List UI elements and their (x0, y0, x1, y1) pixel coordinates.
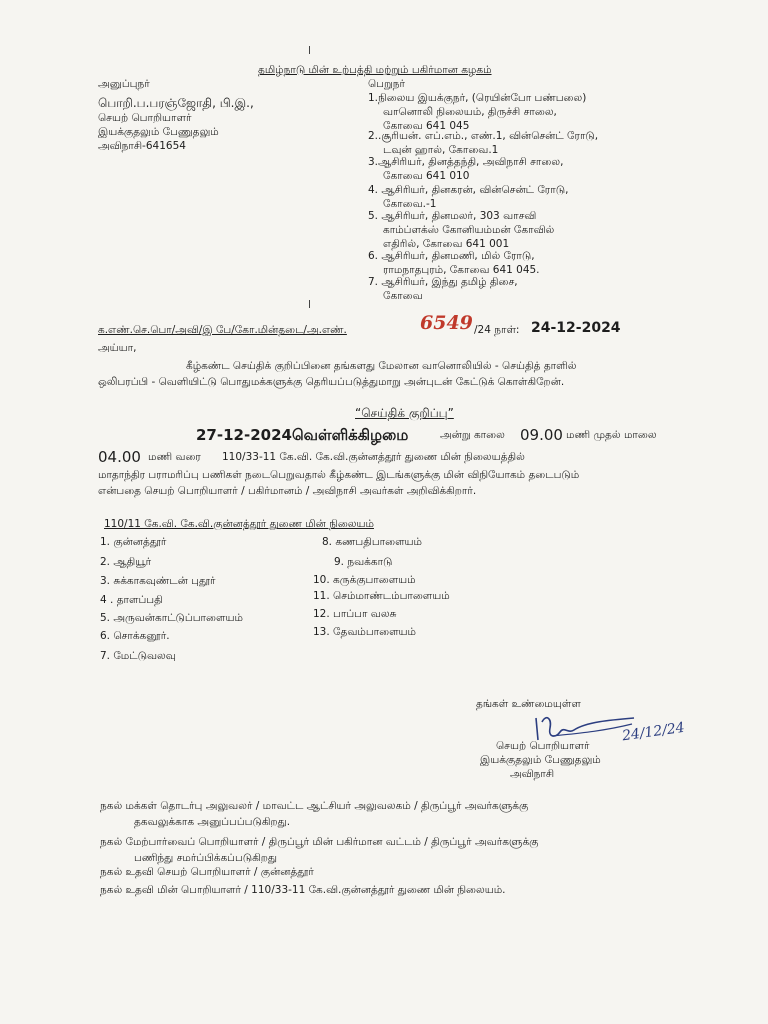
copy-line: நகல் மேற்பார்வைப் பொறியாளர் / திருப்பூர் மின் பகிர்மான வட்டம் / திருப்பூர் அவர்களுக்கு (100, 836, 539, 848)
recipient-line: ராமநாதபுரம், கோவை 641 045. (383, 264, 540, 276)
recipient-line: வானொலி நிலையம், திருச்சி சாலை, (383, 106, 557, 118)
sender-heading: அனுப்புநர் (98, 78, 150, 90)
news-text: என்பதை செயற் பொறியாளர் / பகிர்மானம் / அவிநாசி அவர்கள் அறிவிக்கிறார். (98, 485, 477, 497)
area-item: 9. நவக்காடு (334, 556, 393, 568)
recipient-line: டவுன் ஹால், கோவை.1 (383, 144, 499, 156)
signature-date: 24/12/24 (621, 719, 686, 745)
sender-designation: செயற் பொறியாளர் (98, 112, 192, 124)
recipient-line: 3.ஆசிரியர், தினத்தந்தி, அவிநாசி சாலை, (368, 156, 564, 168)
signature-title: செயற் பொறியாளர் (496, 740, 590, 752)
recipient-line: கோவை 641 010 (383, 170, 470, 182)
news-text: மணி வரை (148, 451, 201, 463)
recipient-line: கோவை.-1 (383, 198, 437, 210)
area-item: 7. மேட்டுவலவு (100, 650, 176, 662)
copy-line: தகவலுக்காக அனுப்பப்படுகிறது. (134, 816, 291, 828)
copy-line: பணிந்து சமர்ப்பிக்கப்படுகிறது (134, 852, 278, 864)
signature-place: அவிநாசி (510, 768, 555, 780)
area-item: 11. செம்மாண்டம்பாளையம் (313, 590, 450, 602)
handwritten-ref-number: 6549 (420, 312, 473, 334)
body-paragraph-line: கீழ்கண்ட செய்திக் குறிப்பினை தங்களது மேலான வானொலியில் - செய்தித் தாளில் (186, 360, 577, 372)
copy-line: நகல் உதவி செயற் பொறியாளர் / குன்னத்தூர் (100, 866, 314, 878)
sender-dept: இயக்குதலும் பேணுதலும் (98, 126, 219, 138)
recipient-heading: பெறுநர் (368, 78, 405, 90)
recipient-line: 2..சூரியன். எப்.எம்., எண்.1, வின்சென்ட் ரோடு, (368, 130, 599, 142)
area-item: 12. பாப்பா வலசு (313, 608, 397, 620)
news-title: “செய்திக் குறிப்பு” (355, 406, 454, 420)
area-item: 4 . தாளப்பதி (100, 594, 163, 606)
recipient-line: கோவை 641 045 (383, 120, 470, 132)
copy-line: நகல் உதவி மின் பொறியாளர் / 110/33-11 கே.வி.குன்னத்தூர் துணை மின் நிலையம். (100, 884, 506, 896)
recipient-line: 4. ஆசிரியர், தினகரன், வின்சென்ட் ரோடு, (368, 184, 569, 196)
body-paragraph-line: ஒலிபரப்பி - வெளியிட்டு பொதுமக்களுக்கு தெரியப்படுத்துமாறு அன்புடன் கேட்டுக் கொள்கிறேன். (98, 376, 565, 388)
area-item: 2. ஆதியூர் (100, 556, 152, 568)
recipient-line: கோவை (383, 290, 423, 302)
copy-line: நகல் மக்கள் தொடர்பு அலுவலர் / மாவட்ட ஆட்சியர் அலுவலகம் / திருப்பூர் அவர்களுக்கு (100, 800, 529, 812)
news-time-end: 04.00 (98, 448, 141, 466)
sender-name: பொறி.ப.பரஞ்ஜோதி, பி.இ., (98, 96, 254, 110)
substation-heading: 110/11 கே.வி. கே.வி.குன்னத்தூர் துணை மின் நிலையம் (104, 518, 374, 530)
area-item: 1. குன்னத்தூர் (100, 536, 167, 548)
news-text: 110/33-11 கே.வி. கே.வி.குன்னத்தூர் துணை மின் நிலையத்தில் (222, 451, 525, 463)
reference-prefix: க.எண்.செ.பொ/அவி/இ பே/கோ.மின்தடை/அ.எண். (98, 324, 347, 336)
news-date: 27-12-2024 (196, 426, 292, 444)
area-item: 5. அருவன்காட்டுப்பாளையம் (100, 612, 243, 624)
recipient-line: எதிரில், கோவை 641 001 (383, 238, 510, 250)
news-text: மணி முதல் மாலை (566, 429, 657, 441)
scan-mark (309, 46, 310, 54)
recipient-line: 7. ஆசிரியர், இந்து தமிழ் திசை, (368, 276, 518, 288)
closing: தங்கள் உண்மையுள்ள (476, 698, 581, 710)
signature-dept: இயக்குதலும் பேணுதலும் (480, 754, 601, 766)
news-time-start: 09.00 (520, 426, 563, 444)
recipient-line: 6. ஆசிரியர், தினமணி, மில் ரோடு, (368, 250, 535, 262)
area-item: 6. சொக்கனூர். (100, 630, 170, 642)
reference-date: 24-12-2024 (531, 320, 621, 336)
sender-place: அவிநாசி-641654 (98, 140, 186, 152)
news-text: மாதாந்திர பராமரிப்பு பணிகள் நடைபெறுவதால் கீழ்கண்ட இடங்களுக்கு மின் விநியோகம் தடைபடும் (98, 469, 580, 481)
area-item: 3. சுக்காகவுண்டன் புதூர் (100, 575, 216, 587)
area-item: 10. கருக்குபாளையம் (313, 574, 416, 586)
org-title: தமிழ்நாடு மின் உற்பத்தி மற்றும் பகிர்மான கழகம் (258, 64, 492, 76)
scan-mark (309, 300, 310, 308)
news-day: வெள்ளிக்கிழமை (292, 426, 409, 444)
recipient-line: 1.நிலைய இயக்குநர், (ரெயின்போ பண்பலை) (368, 92, 587, 104)
recipient-line: 5. ஆசிரியர், தினமலர், 303 வாசவி (368, 210, 537, 222)
area-item: 13. தேவம்பாளையம் (313, 626, 416, 638)
news-text: அன்று காலை (440, 429, 505, 441)
area-item: 8. கணபதிபாளையம் (322, 536, 423, 548)
salutation: அய்யா, (98, 342, 137, 354)
reference-suffix: /24 நாள்: (474, 324, 520, 336)
recipient-line: காம்ப்ளக்ஸ் கோனியம்மன் கோவில் (383, 224, 555, 236)
